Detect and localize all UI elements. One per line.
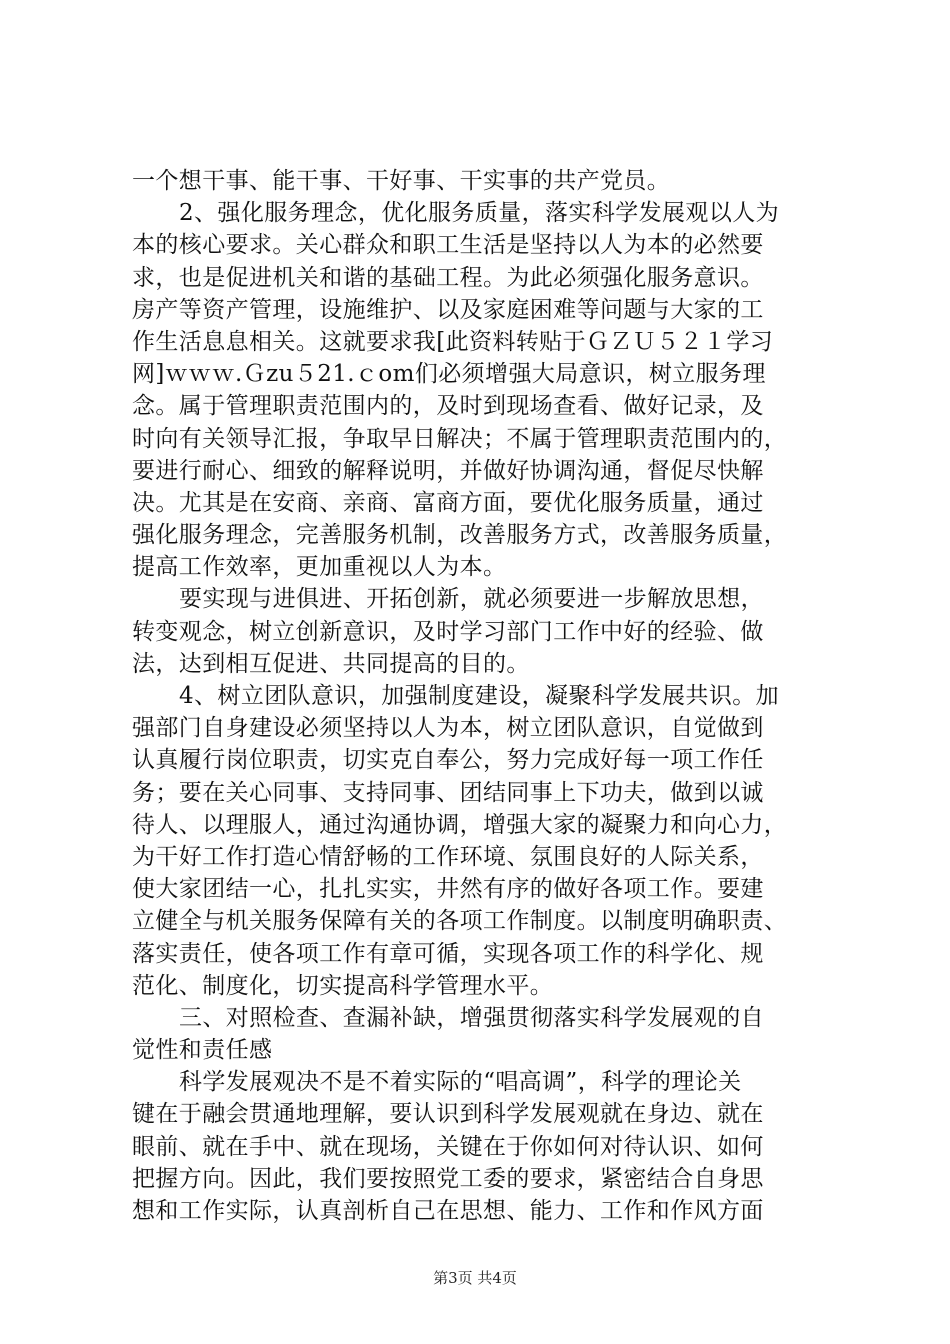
text-line: 求，也是促进机关和谐的基础工程。为此必须强化服务意识。 [132, 264, 764, 291]
text-line: 想和工作实际，认真剖析自己在思想、能力、工作和作风方面 [132, 1198, 764, 1224]
text-line: 时向有关领导汇报，争取早日解决；不属于管理职责范围内的， [132, 425, 788, 452]
text-line: 认真履行岗位职责，切实克自奉公，努力完成好每一项工作任 [132, 747, 764, 774]
document-body [132, 165, 837, 1227]
text-line: 房产等资产管理，设施维护、以及家庭困难等问题与大家的工 [132, 296, 764, 323]
text-line: 要进行耐心、细致的解释说明，并做好协调沟通，督促尽快解 [132, 457, 764, 484]
text-line: 念。属于管理职责范围内的，及时到现场查看、做好记录，及 [132, 393, 764, 420]
text-line: 三、对照检查、查漏补缺，增强贯彻落实科学发展观的自 [179, 1004, 764, 1031]
text-line: 务；要在关心同事、支持同事、团结同事上下功夫，做到以诚 [132, 779, 764, 806]
text-line: 作生活息息相关。这就要求我[此资料转贴于ＧＺＵ５２１学习 [132, 328, 774, 355]
text-line: 为干好工作打造心情舒畅的工作环境、氛围良好的人际关系， [132, 843, 764, 870]
text-line: 待人、以理服人，通过沟通协调，增强大家的凝聚力和向心力， [132, 811, 788, 838]
text-line: 科学发展观决不是不着实际的“唱高调”，科学的理论关 [179, 1069, 742, 1096]
text-line: 转变观念，树立创新意识，及时学习部门工作中好的经验、做 [132, 618, 764, 645]
text-line: 要实现与进俱进、开拓创新，就必须要进一步解放思想， [179, 586, 764, 613]
text-line: 4、树立团队意识，加强制度建设，凝聚科学发展共识。加 [179, 683, 780, 709]
text-line: 提高工作效率，更加重视以人为本。 [132, 554, 507, 581]
text-line: 键在于融会贯通地理解，要认识到科学发展观就在身边、就在 [132, 1101, 764, 1128]
text-line: 范化、制度化，切实提高科学管理水平。 [132, 972, 554, 999]
text-line: 强化服务理念，完善服务机制，改善服务方式，改善服务质量， [132, 522, 788, 549]
text-line: 网]ｗｗｗ.Ｇzu５21.ｃom们必须增强大局意识，树立服务理 [132, 361, 766, 388]
text-line: 把握方向。因此，我们要按照党工委的要求，紧密结合自身思 [132, 1165, 764, 1192]
text-line: 2、强化服务理念，优化服务质量，落实科学发展观以人为 [179, 200, 780, 227]
text-line: 眼前、就在手中、就在现场，关键在于你如何对待认识、如何 [132, 1133, 764, 1160]
text-line: 一个想干事、能干事、干好事、干实事的共产党员。 [132, 168, 671, 194]
text-line: 落实责任，使各项工作有章可循，实现各项工作的科学化、规 [132, 940, 764, 967]
page-footer: 第3页 共4页 [433, 1269, 517, 1287]
text-line: 觉性和责任感 [132, 1037, 273, 1064]
text-line: 使大家团结一心，扎扎实实，井然有序的做好各项工作。要建 [132, 876, 764, 903]
text-line: 法，达到相互促进、共同提高的目的。 [132, 650, 530, 677]
text-line: 决。尤其是在安商、亲商、富商方面，要优化服务质量，通过 [132, 489, 764, 516]
text-line: 立健全与机关服务保障有关的各项工作制度。以制度明确职责、 [132, 908, 788, 935]
text-line: 强部门自身建设必须坚持以人为本，树立团队意识，自觉做到 [132, 715, 764, 742]
text-line: 本的核心要求。关心群众和职工生活是坚持以人为本的必然要 [132, 232, 764, 259]
